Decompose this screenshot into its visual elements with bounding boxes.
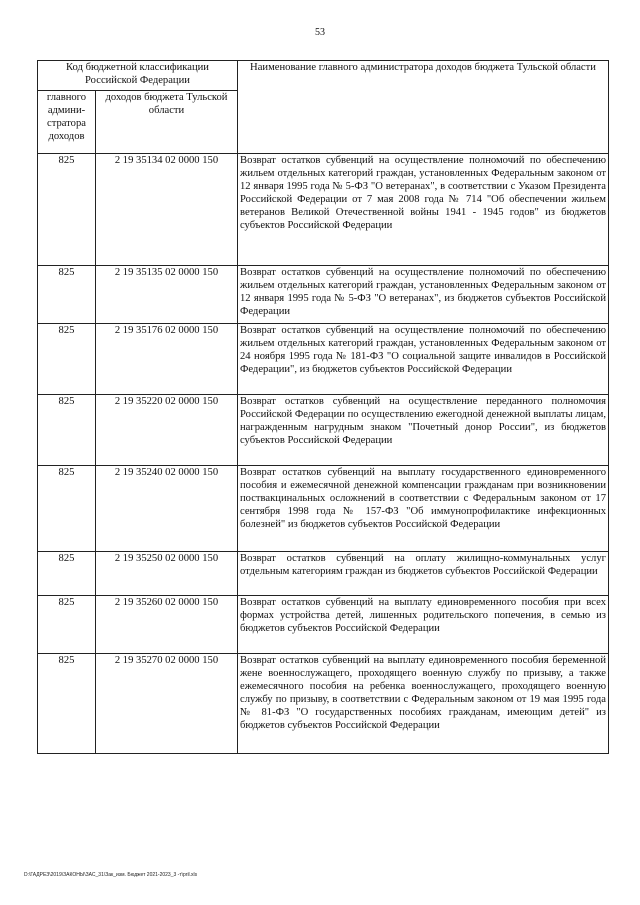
- code-group-header: Код бюджетной классификации Российской Федерации: [38, 61, 238, 91]
- table-row: [38, 466, 609, 552]
- income-code-header: доходов бюджета Тульской области: [96, 91, 238, 154]
- admin-code-cell: 825: [38, 266, 96, 324]
- description-cell: Возврат остатков субвенций на оплату жилищно-коммунальных услуг отдельным категориям граждан из бюджетов субъектов Российской Федерации: [238, 552, 609, 596]
- table-row: [38, 266, 609, 324]
- admin-code-cell: 825: [38, 324, 96, 395]
- description-cell: Возврат остатков субвенций на выплату единовременного пособия беременной жене военнослужащего, проходящего военную службу по призыву, а также ежемесячного пособия на ребенка военнослужащего, проходящего военную службу по призыву, в соответствии с Федеральным законом от 19 мая 1995 года № 81-ФЗ "О государственных пособиях гражданам, имеющим детей" из бюджетов субъектов Российской Федерации: [238, 654, 609, 754]
- budget-code-cell: 2 19 35220 02 0000 150: [96, 395, 238, 466]
- table-row: [38, 154, 609, 266]
- table-row: [38, 324, 609, 395]
- budget-classification-table: [37, 60, 609, 754]
- description-cell: Возврат остатков субвенций на осуществление полномочий по обеспечению жильем отдельных категорий граждан, установленных Федеральным законом от 12 января 1995 года № 5-ФЗ "О ветеранах", из бюджетов субъектов Российской Федерации: [238, 266, 609, 324]
- budget-code-cell: 2 19 35134 02 0000 150: [96, 154, 238, 266]
- file-path-footer: D:\ГАДРЕЗ\2019\ЗАКОНЫ\ЗАС_31\Зак_изм. Бюджет 2021-2023_3 -т\pril.xls: [24, 872, 198, 878]
- table-row: [38, 654, 609, 754]
- administrator-name-header: Наименование главного администратора доходов бюджета Тульской области: [238, 61, 609, 154]
- budget-code-cell: 2 19 35260 02 0000 150: [96, 596, 238, 654]
- budget-code-cell: 2 19 35240 02 0000 150: [96, 466, 238, 552]
- page-number: 53: [315, 27, 325, 38]
- table-row: [38, 596, 609, 654]
- admin-code-cell: 825: [38, 654, 96, 754]
- budget-code-cell: 2 19 35176 02 0000 150: [96, 324, 238, 395]
- admin-code-header: главного админи-стратора доходов: [38, 91, 96, 154]
- header-row: [38, 61, 609, 91]
- admin-code-cell: 825: [38, 596, 96, 654]
- table-row: [38, 395, 609, 466]
- admin-code-cell: 825: [38, 154, 96, 266]
- admin-code-cell: 825: [38, 466, 96, 552]
- admin-code-cell: 825: [38, 395, 96, 466]
- description-cell: Возврат остатков субвенций на осуществление переданного полномочия Российской Федерации по осуществлению ежегодной денежной выплаты лицам, награжденным нагрудным знаком "Почетный донор России", из бюджетов субъектов Российской Федерации: [238, 395, 609, 466]
- budget-code-cell: 2 19 35250 02 0000 150: [96, 552, 238, 596]
- table-row: [38, 552, 609, 596]
- description-cell: Возврат остатков субвенций на осуществление полномочий по обеспечению жильем отдельных категорий граждан, установленных Федеральным законом от 24 ноября 1995 года № 181-ФЗ "О социальной защите инвалидов в Российской Федерации", из бюджетов субъектов Российской Федерации: [238, 324, 609, 395]
- description-cell: Возврат остатков субвенций на выплату единовременного пособия при всех формах устройства детей, лишенных родительского попечения, в семью из бюджетов субъектов Российской Федерации: [238, 596, 609, 654]
- budget-code-cell: 2 19 35270 02 0000 150: [96, 654, 238, 754]
- admin-code-cell: 825: [38, 552, 96, 596]
- description-cell: Возврат остатков субвенций на осуществление полномочий по обеспечению жильем отдельных категорий граждан, установленных Федеральным законом от 12 января 1995 года № 5-ФЗ "О ветеранах", в соответствии с Указом Президента Российской Федерации от 7 мая 2008 года № 714 "Об обеспечении жильем ветеранов Великой Отечественной войны 1941 - 1945 годов" из бюджетов субъектов Российской Федерации: [238, 154, 609, 266]
- budget-code-cell: 2 19 35135 02 0000 150: [96, 266, 238, 324]
- description-cell: Возврат остатков субвенций на выплату государственного единовременного пособия и ежемесячной денежной компенсации гражданам при возникновении поствакцинальных осложнений в соответствии с Федеральным законом от 17 сентября 1998 года № 157-ФЗ "Об иммунопрофилактике инфекционных болезней" из бюджетов субъектов Российской Федерации: [238, 466, 609, 552]
